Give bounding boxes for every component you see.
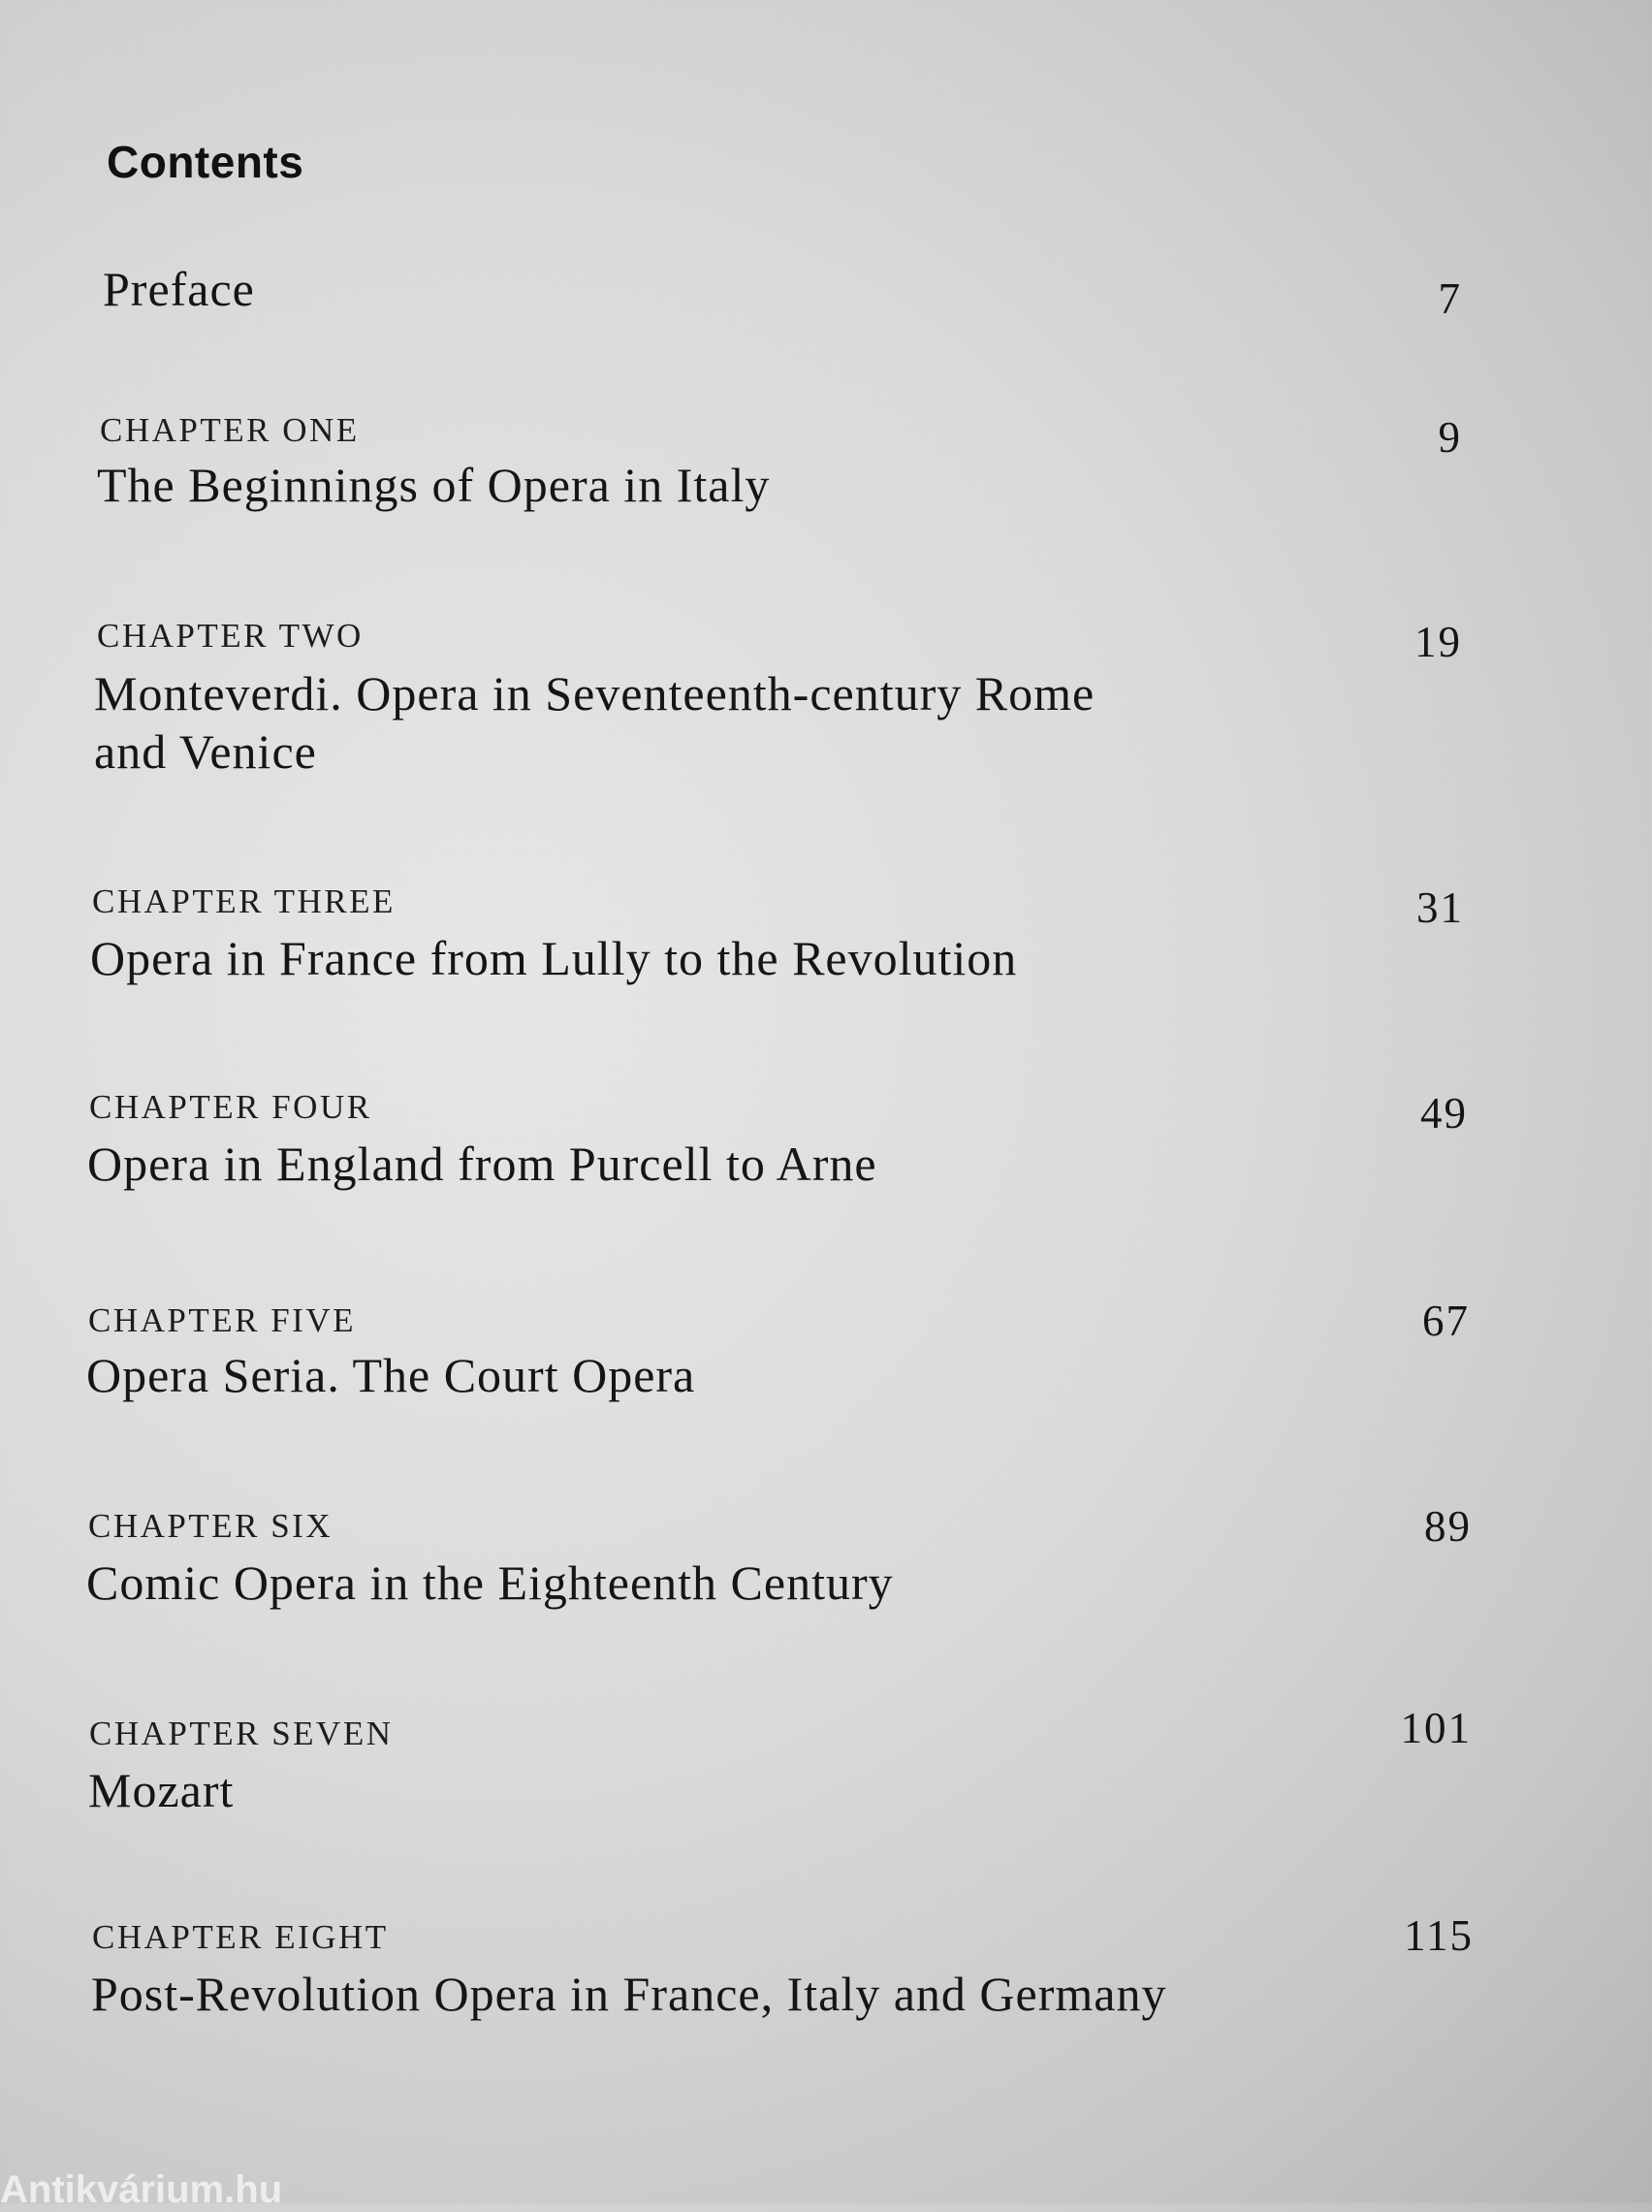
chapter-two-page-number: 19 xyxy=(1414,618,1462,666)
chapter-two-title-line2: and Venice xyxy=(94,724,317,779)
chapter-one-page-number: 9 xyxy=(1438,413,1462,462)
chapter-five-title: Opera Seria. The Court Opera xyxy=(86,1348,696,1402)
chapter-two-label: CHAPTER TWO xyxy=(97,617,364,655)
chapter-three-page-number: 31 xyxy=(1416,883,1464,932)
chapter-eight-title: Post-Revolution Opera in France, Italy and Germany xyxy=(91,1967,1167,2021)
chapter-six-title: Comic Opera in the Eighteenth Century xyxy=(86,1555,894,1610)
chapter-three-title: Opera in France from Lully to the Revolution xyxy=(90,931,1018,985)
chapter-two-title-line1: Monteverdi. Opera in Seventeenth-century Rome xyxy=(94,666,1096,721)
chapter-seven-page-number: 101 xyxy=(1400,1704,1472,1752)
watermark: Antikvárium.hu xyxy=(0,2168,283,2211)
contents-heading: Contents xyxy=(107,137,304,187)
chapter-eight-page-number: 115 xyxy=(1404,1911,1474,1960)
preface-title: Preface xyxy=(103,262,255,316)
chapter-five-label: CHAPTER FIVE xyxy=(88,1301,356,1339)
chapter-four-title: Opera in England from Purcell to Arne xyxy=(87,1137,877,1191)
chapter-one-label: CHAPTER ONE xyxy=(100,411,360,449)
preface-page-number: 7 xyxy=(1438,274,1462,323)
chapter-seven-title: Mozart xyxy=(88,1763,235,1817)
chapter-five-page-number: 67 xyxy=(1422,1297,1470,1345)
chapter-eight-label: CHAPTER EIGHT xyxy=(92,1918,389,1956)
chapter-three-label: CHAPTER THREE xyxy=(92,882,396,920)
chapter-one-title: The Beginnings of Opera in Italy xyxy=(97,458,771,512)
chapter-four-page-number: 49 xyxy=(1420,1089,1468,1138)
chapter-four-label: CHAPTER FOUR xyxy=(89,1088,372,1126)
chapter-six-page-number: 89 xyxy=(1424,1502,1472,1551)
chapter-six-label: CHAPTER SIX xyxy=(88,1507,334,1545)
chapter-seven-label: CHAPTER SEVEN xyxy=(89,1715,394,1752)
